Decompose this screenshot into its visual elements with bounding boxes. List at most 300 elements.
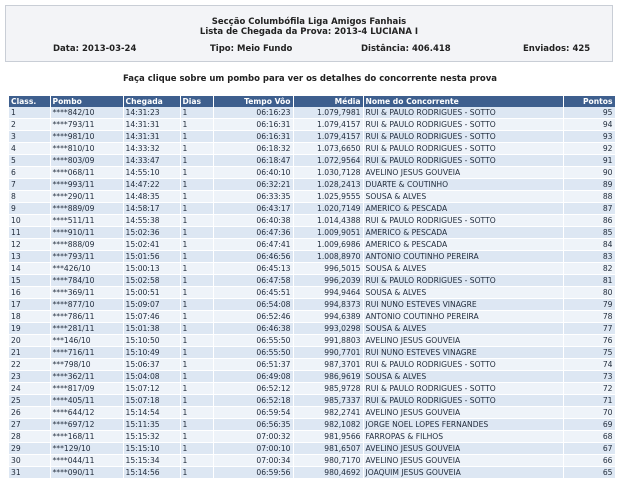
race-date [53,44,136,54]
cell-tempo-voo: 06:59:56 [213,467,293,479]
cell-pontos: 70 [563,407,615,419]
cell-class: 28 [9,431,50,443]
cell-pontos: 68 [563,431,615,443]
cell-dias: 1 [180,419,213,431]
cell-chegada: 14:55:38 [123,215,180,227]
table-row[interactable] [9,107,615,119]
cell-concorrente: AVELINO JESUS GOUVEIA [363,455,563,467]
cell-concorrente: AMERICO & PESCADA [363,227,563,239]
cell-tempo-voo: 06:45:51 [213,287,293,299]
cell-media: 1.079,4157 [293,131,363,143]
cell-class: 7 [9,179,50,191]
table-row[interactable] [9,251,615,263]
cell-concorrente: SOUSA & ALVES [363,191,563,203]
cell-media: 985,9728 [293,383,363,395]
cell-media: 980,4692 [293,467,363,479]
table-row[interactable] [9,275,615,287]
cell-media: 1.014,4388 [293,215,363,227]
cell-dias: 1 [180,227,213,239]
cell-pombo[interactable]: ****405/11 [50,395,123,407]
cell-media: 990,7701 [293,347,363,359]
cell-pontos: 80 [563,287,615,299]
table-row[interactable] [9,131,615,143]
cell-class: 18 [9,311,50,323]
cell-media: 1.025,9555 [293,191,363,203]
cell-dias: 1 [180,455,213,467]
cell-tempo-voo: 06:55:50 [213,335,293,347]
cell-class: 9 [9,203,50,215]
cell-dias: 1 [180,383,213,395]
instruction-text: Faça clique sobre um pombo para ver os detalhes do concorrente nesta prova [122,74,498,84]
cell-class: 16 [9,287,50,299]
cell-dias: 1 [180,287,213,299]
cell-chegada: 15:11:35 [123,419,180,431]
cell-media: 981,6507 [293,443,363,455]
cell-concorrente: RUI NUNO ESTEVES VINAGRE [363,299,563,311]
race-type [210,44,292,54]
cell-class: 10 [9,215,50,227]
cell-tempo-voo: 06:49:08 [213,371,293,383]
table-row[interactable] [9,119,615,131]
cell-chegada: 15:01:56 [123,251,180,263]
col-pombo: Pombo [50,96,123,107]
cell-pontos: 86 [563,215,615,227]
cell-pontos: 78 [563,311,615,323]
cell-tempo-voo: 06:45:13 [213,263,293,275]
cell-chegada: 14:48:35 [123,191,180,203]
date-value: 2013-03-24 [82,44,137,54]
cell-concorrente: DUARTE & COUTINHO [363,179,563,191]
cell-pombo[interactable]: ****793/11 [50,119,123,131]
cell-tempo-voo: 06:56:35 [213,419,293,431]
cell-pontos: 84 [563,239,615,251]
cell-tempo-voo: 06:32:21 [213,179,293,191]
cell-media: 1.079,4157 [293,119,363,131]
cell-tempo-voo: 06:16:31 [213,131,293,143]
cell-tempo-voo: 06:18:32 [213,143,293,155]
cell-tempo-voo: 06:47:41 [213,239,293,251]
cell-media: 993,0298 [293,323,363,335]
cell-class: 12 [9,239,50,251]
col-class: Class. [9,96,50,107]
results-table [9,96,616,479]
cell-pontos: 73 [563,371,615,383]
cell-concorrente: RUI & PAULO RODRIGUES - SOTTO [363,107,563,119]
cell-concorrente: AMERICO & PESCADA [363,239,563,251]
cell-chegada: 15:10:49 [123,347,180,359]
cell-pontos: 91 [563,155,615,167]
cell-tempo-voo: 06:51:37 [213,359,293,371]
table-row[interactable] [9,347,615,359]
cell-dias: 1 [180,407,213,419]
cell-concorrente: AVELINO JESUS GOUVEIA [363,335,563,347]
cell-media: 991,8803 [293,335,363,347]
cell-media: 1.079,7981 [293,107,363,119]
cell-tempo-voo: 06:47:58 [213,275,293,287]
cell-tempo-voo: 06:40:10 [213,167,293,179]
cell-concorrente: AVELINO JESUS GOUVEIA [363,443,563,455]
cell-dias: 1 [180,347,213,359]
cell-pombo[interactable]: ***426/10 [50,263,123,275]
cell-pombo[interactable]: ****644/12 [50,407,123,419]
cell-pombo[interactable]: ****817/09 [50,383,123,395]
cell-concorrente: RUI & PAULO RODRIGUES - SOTTO [363,275,563,287]
cell-dias: 1 [180,335,213,347]
cell-chegada: 15:00:51 [123,287,180,299]
table-row[interactable] [9,287,615,299]
cell-chegada: 15:02:58 [123,275,180,287]
race-subtitle: Lista de Chegada da Prova: 2013-4 LUCIANA I [199,27,419,37]
cell-media: 1.020,7149 [293,203,363,215]
col-concorrente: Nome do Concorrente [363,96,563,107]
cell-dias: 1 [180,107,213,119]
cell-media: 1.009,6986 [293,239,363,251]
cell-pontos: 74 [563,359,615,371]
cell-pombo[interactable]: ****877/10 [50,299,123,311]
cell-chegada: 14:31:23 [123,107,180,119]
cell-chegada: 14:31:31 [123,131,180,143]
cell-pombo[interactable]: ****889/09 [50,203,123,215]
cell-dias: 1 [180,143,213,155]
cell-tempo-voo: 06:52:18 [213,395,293,407]
cell-pombo[interactable]: ****810/10 [50,143,123,155]
cell-pontos: 69 [563,419,615,431]
race-header-panel [5,5,613,62]
cell-pombo[interactable]: ****793/11 [50,251,123,263]
cell-chegada: 15:07:12 [123,383,180,395]
cell-class: 8 [9,191,50,203]
cell-pontos: 65 [563,467,615,479]
cell-pombo[interactable]: ****888/09 [50,239,123,251]
type-label: Tipo: [210,44,235,54]
cell-pontos: 93 [563,131,615,143]
distance-label: Distância: [361,44,409,54]
sent-label: Enviados: [523,44,570,54]
cell-chegada: 15:15:34 [123,455,180,467]
table-row[interactable] [9,299,615,311]
cell-chegada: 15:01:38 [123,323,180,335]
date-label: Data: [53,44,79,54]
cell-chegada: 14:55:10 [123,167,180,179]
cell-class: 13 [9,251,50,263]
cell-tempo-voo: 06:46:56 [213,251,293,263]
cell-chegada: 14:33:32 [123,143,180,155]
cell-dias: 1 [180,251,213,263]
cell-pombo[interactable]: ****090/11 [50,467,123,479]
cell-pontos: 82 [563,263,615,275]
table-row[interactable] [9,371,615,383]
cell-pombo[interactable]: ****784/10 [50,275,123,287]
cell-pombo[interactable]: ****281/11 [50,323,123,335]
cell-dias: 1 [180,275,213,287]
sent-value: 425 [572,44,591,54]
cell-pontos: 95 [563,107,615,119]
cell-tempo-voo: 07:00:10 [213,443,293,455]
cell-chegada: 14:47:22 [123,179,180,191]
cell-class: 5 [9,155,50,167]
cell-chegada: 15:00:13 [123,263,180,275]
cell-concorrente: ANTONIO COUTINHO PEREIRA [363,311,563,323]
cell-dias: 1 [180,239,213,251]
cell-chegada: 15:04:08 [123,371,180,383]
cell-pontos: 90 [563,167,615,179]
cell-chegada: 15:15:32 [123,431,180,443]
cell-media: 1.030,7128 [293,167,363,179]
cell-tempo-voo: 06:18:47 [213,155,293,167]
cell-dias: 1 [180,131,213,143]
cell-media: 985,7337 [293,395,363,407]
cell-pontos: 72 [563,383,615,395]
cell-tempo-voo: 06:47:36 [213,227,293,239]
cell-pontos: 66 [563,455,615,467]
cell-tempo-voo: 06:16:23 [213,107,293,119]
col-chegada: Chegada [123,96,180,107]
cell-media: 986,9619 [293,371,363,383]
cell-pontos: 81 [563,275,615,287]
type-value: Meio Fundo [237,44,293,54]
cell-dias: 1 [180,203,213,215]
cell-media: 982,1082 [293,419,363,431]
cell-pombo[interactable]: ****168/11 [50,431,123,443]
cell-dias: 1 [180,191,213,203]
cell-pombo[interactable]: ****842/10 [50,107,123,119]
cell-dias: 1 [180,323,213,335]
cell-dias: 1 [180,371,213,383]
cell-class: 2 [9,119,50,131]
cell-class: 11 [9,227,50,239]
cell-tempo-voo: 06:52:46 [213,311,293,323]
cell-class: 26 [9,407,50,419]
cell-media: 987,3701 [293,359,363,371]
cell-concorrente: AMERICO & PESCADA [363,203,563,215]
cell-pombo[interactable]: ****369/11 [50,287,123,299]
cell-concorrente: SOUSA & ALVES [363,263,563,275]
cell-media: 980,7170 [293,455,363,467]
table-row[interactable] [9,263,615,275]
cell-concorrente: SOUSA & ALVES [363,323,563,335]
cell-pontos: 67 [563,443,615,455]
cell-pontos: 83 [563,251,615,263]
cell-class: 30 [9,455,50,467]
table-header-row [9,96,615,107]
cell-dias: 1 [180,215,213,227]
cell-chegada: 15:10:50 [123,335,180,347]
cell-concorrente: JOAQUIM JESUS GOUVEIA [363,467,563,479]
cell-media: 1.028,2413 [293,179,363,191]
cell-chegada: 14:33:47 [123,155,180,167]
cell-dias: 1 [180,431,213,443]
cell-tempo-voo: 06:43:17 [213,203,293,215]
cell-pombo[interactable]: ****044/11 [50,455,123,467]
table-row[interactable] [9,227,615,239]
cell-class: 23 [9,371,50,383]
table-row[interactable] [9,359,615,371]
table-row[interactable] [9,335,615,347]
table-row[interactable] [9,191,615,203]
cell-pontos: 88 [563,191,615,203]
cell-tempo-voo: 06:52:12 [213,383,293,395]
cell-media: 996,5015 [293,263,363,275]
cell-chegada: 15:14:56 [123,467,180,479]
cell-pontos: 92 [563,143,615,155]
cell-concorrente: AVELINO JESUS GOUVEIA [363,407,563,419]
table-row[interactable] [9,395,615,407]
cell-pontos: 71 [563,395,615,407]
cell-tempo-voo: 06:46:38 [213,323,293,335]
race-distance [361,44,451,54]
col-dias: Dias [180,96,213,107]
cell-pontos: 76 [563,335,615,347]
cell-chegada: 15:02:41 [123,239,180,251]
cell-concorrente: ANTONIO COUTINHO PEREIRA [363,251,563,263]
table-row[interactable] [9,239,615,251]
cell-pombo[interactable]: ****068/11 [50,167,123,179]
cell-class: 25 [9,395,50,407]
table-row[interactable] [9,467,615,479]
table-row[interactable] [9,143,615,155]
cell-media: 994,9464 [293,287,363,299]
cell-pombo[interactable]: ****697/12 [50,419,123,431]
cell-concorrente: FARROPAS & FILHOS [363,431,563,443]
cell-media: 994,8373 [293,299,363,311]
cell-media: 1.072,9564 [293,155,363,167]
cell-dias: 1 [180,359,213,371]
cell-concorrente: RUI & PAULO RODRIGUES - SOTTO [363,359,563,371]
table-row[interactable] [9,431,615,443]
cell-class: 31 [9,467,50,479]
cell-concorrente: RUI & PAULO RODRIGUES - SOTTO [363,155,563,167]
cell-pombo[interactable]: ****362/11 [50,371,123,383]
cell-chegada: 15:07:46 [123,311,180,323]
cell-concorrente: RUI & PAULO RODRIGUES - SOTTO [363,383,563,395]
cell-concorrente: RUI & PAULO RODRIGUES - SOTTO [363,215,563,227]
table-row[interactable] [9,455,615,467]
distance-value: 406.418 [411,44,451,54]
table-row[interactable] [9,311,615,323]
race-sent [523,44,590,54]
table-row[interactable] [9,179,615,191]
cell-pontos: 94 [563,119,615,131]
cell-pombo[interactable]: ****511/11 [50,215,123,227]
cell-class: 22 [9,359,50,371]
table-row[interactable] [9,155,615,167]
cell-media: 996,2039 [293,275,363,287]
col-tempo-voo: Tempo Vôo [213,96,293,107]
cell-tempo-voo: 07:00:32 [213,431,293,443]
cell-class: 27 [9,419,50,431]
cell-pontos: 89 [563,179,615,191]
cell-class: 29 [9,443,50,455]
cell-dias: 1 [180,119,213,131]
cell-chegada: 15:02:36 [123,227,180,239]
cell-class: 14 [9,263,50,275]
cell-dias: 1 [180,299,213,311]
cell-pombo[interactable]: ****803/09 [50,155,123,167]
cell-tempo-voo: 06:55:50 [213,347,293,359]
table-row[interactable] [9,407,615,419]
cell-pombo[interactable]: ****716/11 [50,347,123,359]
cell-tempo-voo: 06:59:54 [213,407,293,419]
cell-pontos: 85 [563,227,615,239]
table-row[interactable] [9,443,615,455]
cell-concorrente: SOUSA & ALVES [363,371,563,383]
cell-class: 19 [9,323,50,335]
cell-pombo[interactable]: ***129/10 [50,443,123,455]
cell-dias: 1 [180,443,213,455]
cell-chegada: 15:06:37 [123,359,180,371]
cell-media: 981,9566 [293,431,363,443]
cell-pombo[interactable]: ****786/11 [50,311,123,323]
cell-tempo-voo: 06:40:38 [213,215,293,227]
cell-concorrente: RUI & PAULO RODRIGUES - SOTTO [363,143,563,155]
table-row[interactable] [9,215,615,227]
cell-dias: 1 [180,179,213,191]
cell-concorrente: RUI NUNO ESTEVES VINAGRE [363,347,563,359]
cell-dias: 1 [180,167,213,179]
cell-concorrente: RUI & PAULO RODRIGUES - SOTTO [363,131,563,143]
table-row[interactable] [9,203,615,215]
cell-class: 3 [9,131,50,143]
cell-class: 1 [9,107,50,119]
cell-pontos: 77 [563,323,615,335]
cell-media: 994,6389 [293,311,363,323]
cell-dias: 1 [180,467,213,479]
cell-chegada: 15:15:10 [123,443,180,455]
cell-pontos: 75 [563,347,615,359]
cell-dias: 1 [180,263,213,275]
cell-tempo-voo: 07:00:34 [213,455,293,467]
cell-concorrente: AVELINO JESUS GOUVEIA [363,167,563,179]
club-title: Secção Columbófila Liga Amigos Fanhais [211,17,407,27]
cell-dias: 1 [180,311,213,323]
cell-pombo[interactable]: ***146/10 [50,335,123,347]
cell-concorrente: RUI & PAULO RODRIGUES - SOTTO [363,119,563,131]
table-row[interactable] [9,419,615,431]
cell-class: 6 [9,167,50,179]
cell-media: 982,2741 [293,407,363,419]
cell-chegada: 14:31:31 [123,119,180,131]
cell-class: 17 [9,299,50,311]
cell-chegada: 15:14:54 [123,407,180,419]
cell-pombo[interactable]: ****993/11 [50,179,123,191]
cell-pombo[interactable]: ****981/10 [50,131,123,143]
col-media: Média [293,96,363,107]
cell-tempo-voo: 06:16:31 [213,119,293,131]
table-row[interactable] [9,323,615,335]
cell-class: 21 [9,347,50,359]
cell-pombo[interactable]: ****910/11 [50,227,123,239]
cell-class: 24 [9,383,50,395]
col-pontos: Pontos [563,96,615,107]
table-row[interactable] [9,383,615,395]
cell-chegada: 15:07:18 [123,395,180,407]
cell-class: 15 [9,275,50,287]
cell-pombo[interactable]: ****290/11 [50,191,123,203]
cell-tempo-voo: 06:54:08 [213,299,293,311]
cell-concorrente: SOUSA & ALVES [363,287,563,299]
cell-pontos: 79 [563,299,615,311]
table-row[interactable] [9,167,615,179]
cell-dias: 1 [180,155,213,167]
cell-media: 1.008,8970 [293,251,363,263]
cell-pombo[interactable]: ***798/10 [50,359,123,371]
cell-class: 20 [9,335,50,347]
cell-media: 1.073,6650 [293,143,363,155]
cell-chegada: 15:09:07 [123,299,180,311]
cell-media: 1.009,9051 [293,227,363,239]
cell-concorrente: JORGE NOEL LOPES FERNANDES [363,419,563,431]
results-body [9,107,615,479]
